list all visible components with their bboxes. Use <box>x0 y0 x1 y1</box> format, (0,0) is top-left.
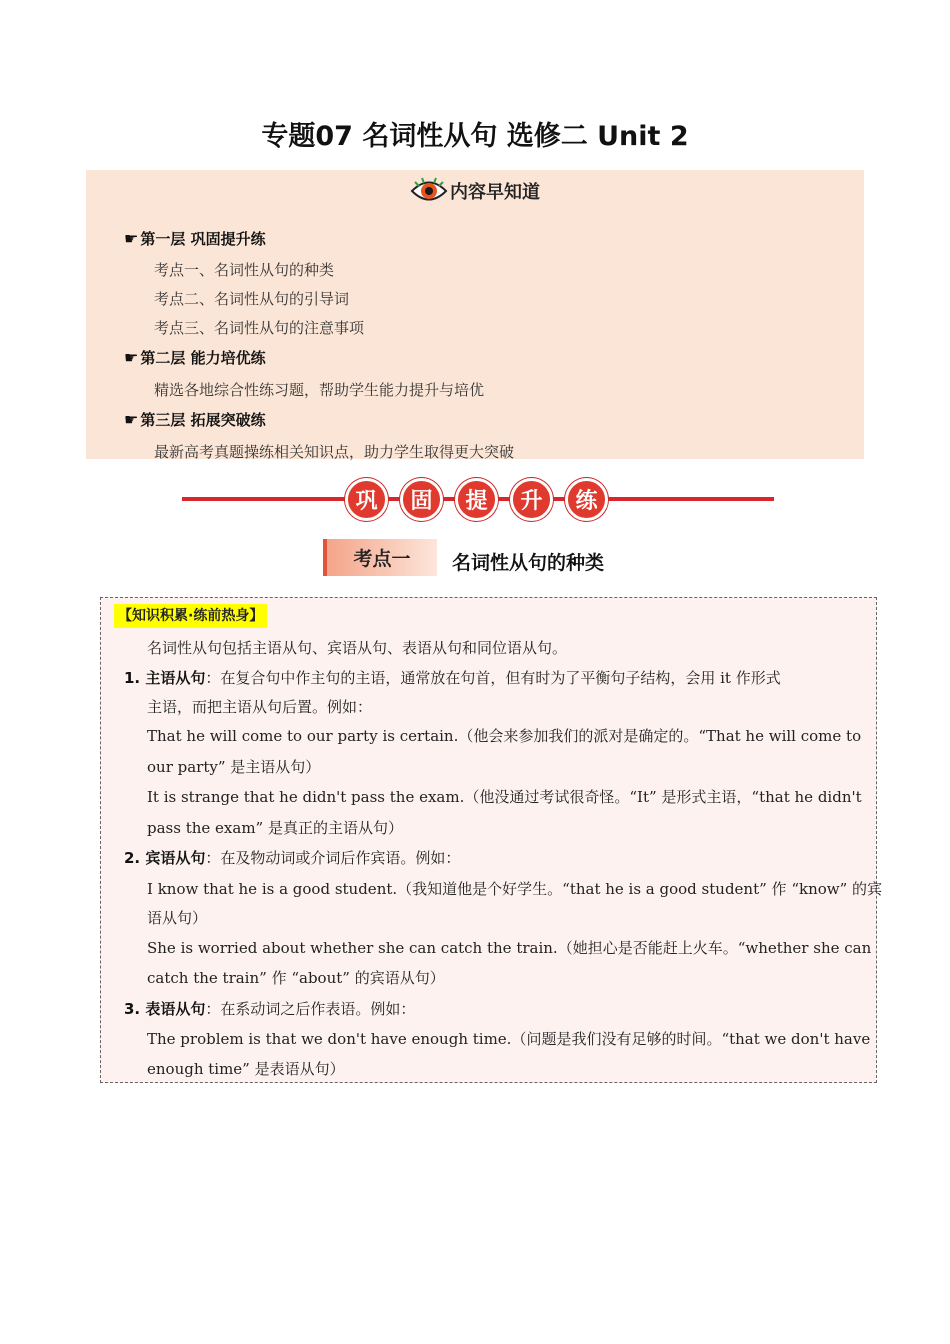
layer-3-desc: 最新高考真题操练相关知识点，助力学生取得更大突破 <box>154 443 515 461</box>
page-title: 专题07 名词性从句 选修二 Unit 2 <box>261 121 689 152</box>
layer-2-desc: 精选各地综合性练习题，帮助学生能力提升与培优 <box>154 381 485 399</box>
banner-char: 练 <box>565 478 608 521</box>
banner-chars <box>345 478 608 521</box>
example-2-line-2: pass the exam” 是真正的主语从句） <box>147 819 403 837</box>
example-5-line-1: The problem is that we don't have enough time.（问题是我们没有足够的时间。“that we don't have <box>147 1030 871 1048</box>
point-2: 考点二、名词性从句的引导词 <box>154 290 350 308</box>
pointing-hand-icon: ☛ <box>124 229 139 248</box>
item-1-text-cont: 主语，而把主语从句后置。例如： <box>147 698 373 716</box>
banner-char: 巩 <box>345 478 388 521</box>
item-2-heading: 2. 宾语从句 <box>124 849 206 867</box>
banner-char: 提 <box>455 478 498 521</box>
knowledge-tag: 【知识积累·练前热身】 <box>114 604 267 628</box>
example-3-line-1: I know that he is a good student.（我知道他是个好学生。“that he is a good student” 作 “know” 的宾 <box>147 880 883 898</box>
example-4-line-2: catch the train” 作 “about” 的宾语从句） <box>147 969 445 987</box>
item-2-text: ：在及物动词或介词后作宾语。例如： <box>205 849 461 867</box>
layer-1-heading: ☛ 第一层 巩固提升练 <box>124 229 266 248</box>
banner-char: 升 <box>510 478 553 521</box>
eye-icon <box>410 176 448 206</box>
section-banner <box>182 478 774 522</box>
section-title: 名词性从句的种类 <box>452 552 605 574</box>
item-3 <box>124 998 415 1019</box>
point-1: 考点一、名词性从句的种类 <box>154 261 335 279</box>
pointing-hand-icon: ☛ <box>124 410 139 429</box>
overview-header <box>86 176 864 206</box>
banner-char: 固 <box>400 478 443 521</box>
pointing-hand-icon: ☛ <box>124 348 139 367</box>
example-3-line-2: 语从句） <box>147 909 208 927</box>
section-tag: 考点一 <box>323 539 437 576</box>
example-4-line-1: She is worried about whether she can catch the train.（她担心是否能赶上火车。“whether she can <box>147 939 872 957</box>
overview-title: 内容早知道 <box>450 182 540 203</box>
item-3-heading: 3. 表语从句 <box>124 1000 206 1018</box>
knowledge-intro: 名词性从句包括主语从句、宾语从句、表语从句和同位语从句。 <box>147 639 568 657</box>
layer-3-heading: ☛ 第三层 拓展突破练 <box>124 410 266 429</box>
content-overview-box <box>86 170 864 459</box>
point-3: 考点三、名词性从句的注意事项 <box>154 319 365 337</box>
item-1-text: ：在复合句中作主句的主语，通常放在句首，但有时为了平衡句子结构，会用 it 作形式 <box>205 669 781 687</box>
item-3-text: ：在系动词之后作表语。例如： <box>205 1000 416 1018</box>
example-2-line-1: It is strange that he didn't pass the exam.（他没通过考试很奇怪。“It” 是形式主语，“that he didn't <box>147 788 862 806</box>
example-1-line-1: That he will come to our party is certain.（他会来参加我们的派对是确定的。“That he will come to <box>147 727 862 745</box>
example-1-line-2: our party” 是主语从句） <box>147 758 321 776</box>
item-2 <box>124 847 460 868</box>
item-1-heading: 1. 主语从句 <box>124 669 206 687</box>
item-1 <box>124 667 781 688</box>
example-5-line-2: enough time” 是表语从句） <box>147 1060 345 1078</box>
layer-2-heading: ☛ 第二层 能力培优练 <box>124 348 266 367</box>
